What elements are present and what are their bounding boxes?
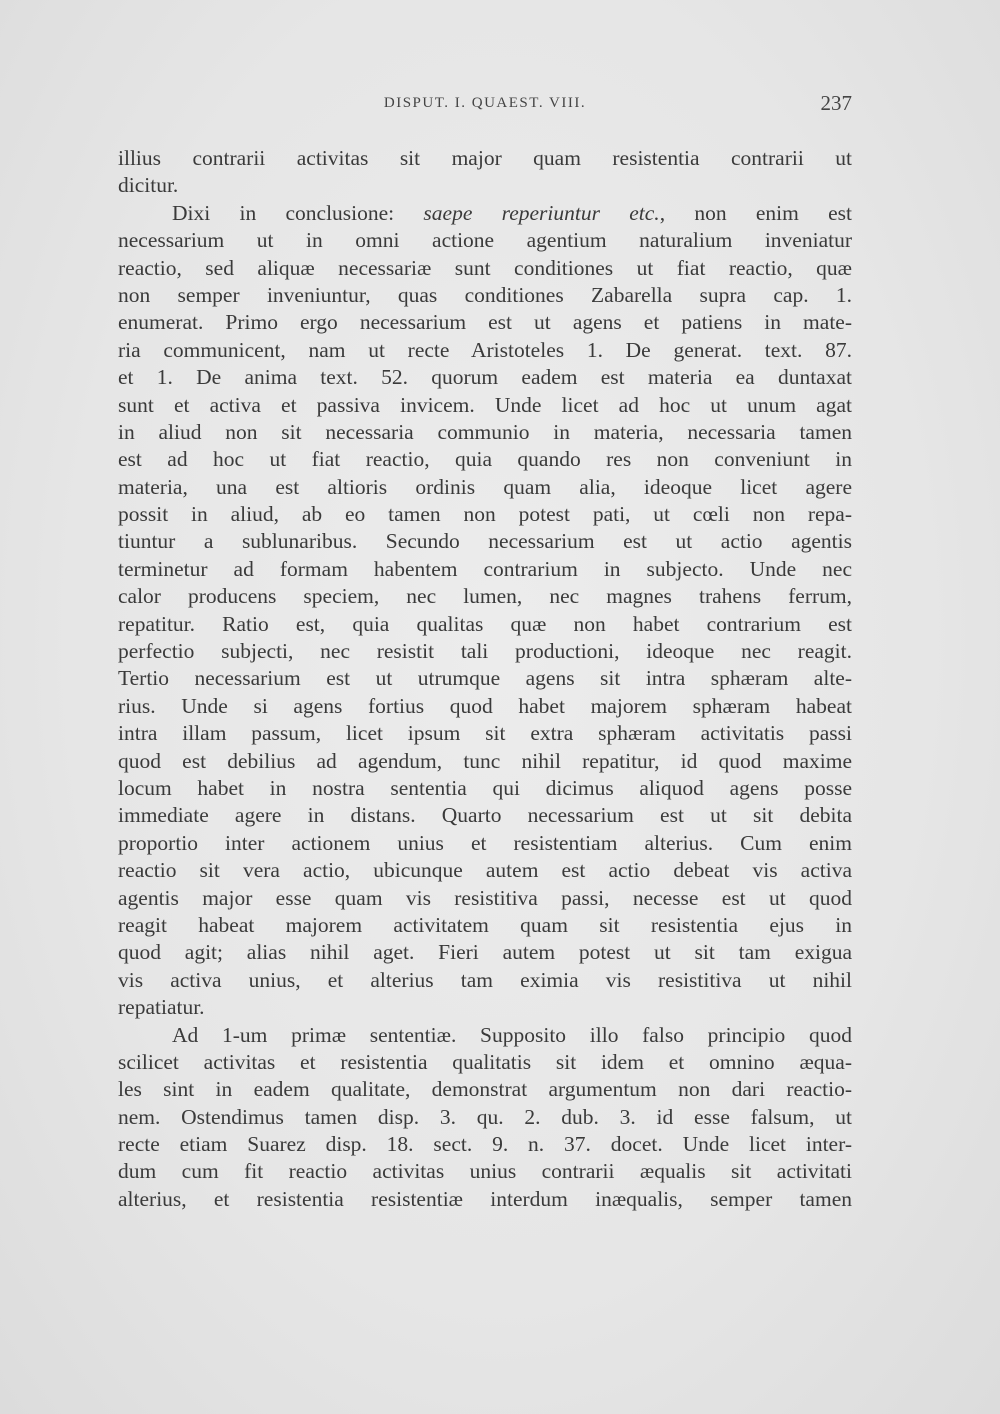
running-title: DISPUT. I. QUAEST. VIII. bbox=[383, 95, 587, 111]
text-line: tiuntur a sublunaribus. Secundo necessarium est ut actio agentis bbox=[118, 529, 852, 554]
text-line: sunt et activa et passiva invicem. Unde licet ad hoc ut unum agat bbox=[118, 392, 852, 417]
text-line: repatitur. Ratio est, quia qualitas quæ non habet contrarium est bbox=[118, 611, 852, 636]
text-line: reactio, sed aliquæ necessariæ sunt conditiones ut fiat reactio, quæ bbox=[118, 255, 852, 280]
text-line: Tertio necessarium est ut utrumque agens sit intra sphæram alte- bbox=[118, 666, 852, 691]
text-line: illius contrarii activitas sit major quam resistentia contrarii ut bbox=[118, 146, 852, 170]
text-line: reagit habeat majorem activitatem quam sit resistentia ejus in bbox=[118, 912, 852, 937]
text-line: terminetur ad formam habentem contrarium in subjecto. Unde nec bbox=[118, 556, 852, 581]
text-line: agentis major esse quam vis resistitiva passi, necesse est ut quod bbox=[118, 885, 852, 910]
text-line: locum habet in nostra sententia qui dicimus aliquod agens posse bbox=[118, 775, 852, 800]
text-line: non semper inveniuntur, quas conditiones Zabarella supra cap. 1. bbox=[118, 282, 852, 307]
text-line: rius. Unde si agens fortius quod habet majorem sphæram habeat bbox=[118, 693, 852, 718]
text-line: necessarium ut in omni actione agentium naturalium inveniatur bbox=[118, 228, 852, 253]
text-line: nem. Ostendimus tamen disp. 3. qu. 2. dub. 3. id esse falsum, ut bbox=[118, 1104, 852, 1129]
text-line: Ad 1-um primæ sententiæ. Supposito illo falso principio quod bbox=[172, 1022, 852, 1047]
text-line: enumerat. Primo ergo necessarium est ut agens et patiens in mate- bbox=[118, 310, 852, 335]
text-line: quod agit; alias nihil aget. Fieri autem potest ut sit tam exigua bbox=[118, 940, 852, 965]
text-line bbox=[118, 200, 852, 227]
text-line: intra illam passum, licet ipsum sit extra sphæram activitatis passi bbox=[118, 721, 852, 746]
text-segment: Dixi in conclusione: bbox=[172, 200, 424, 225]
body-text bbox=[118, 145, 852, 1213]
text-line: quod est debilius ad agendum, tunc nihil repatitur, id quod maxime bbox=[118, 748, 852, 773]
text-line: est ad hoc ut fiat reactio, quia quando res non conveniunt in bbox=[118, 447, 852, 472]
text-line: proportio inter actionem unius et resistentiam alterius. Cum enim bbox=[118, 830, 852, 855]
text-line: dicitur. bbox=[118, 173, 179, 198]
page-number: 237 bbox=[820, 91, 852, 115]
text-line: dum cum fit reactio activitas unius contrarii æqualis sit activitati bbox=[118, 1159, 852, 1184]
text-line: ria communicent, nam ut recte Aristoteles 1. De generat. text. 87. bbox=[118, 337, 852, 362]
text-line: possit in aliud, ab eo tamen non potest pati, ut cœli non repa- bbox=[118, 502, 852, 527]
italic-quote: saepe reperiuntur etc. bbox=[423, 200, 660, 225]
text-line: reactio sit vera actio, ubicunque autem est actio debeat vis activa bbox=[118, 858, 852, 883]
text-line: scilicet activitas et resistentia qualitatis sit idem et omnino æqua- bbox=[118, 1049, 852, 1074]
text-segment: , non enim est bbox=[659, 200, 852, 225]
text-line: vis activa unius, et alterius tam eximia vis resistitiva ut nihil bbox=[118, 967, 852, 992]
text-line: perfectio subjecti, nec resistit tali productioni, ideoque nec reagit. bbox=[118, 639, 852, 664]
text-line: alterius, et resistentia resistentiæ interdum inæqualis, semper tamen bbox=[118, 1186, 852, 1211]
text-line: immediate agere in distans. Quarto necessarium est ut sit debita bbox=[118, 803, 852, 828]
text-line: recte etiam Suarez disp. 18. sect. 9. n. 37. docet. Unde licet inter- bbox=[118, 1132, 852, 1157]
text-line: repatiatur. bbox=[118, 995, 205, 1020]
text-line: calor producens speciem, nec lumen, nec magnes trahens ferrum, bbox=[118, 584, 852, 609]
text-line: et 1. De anima text. 52. quorum eadem est materia ea duntaxat bbox=[118, 365, 852, 390]
text-line: les sint in eadem qualitate, demonstrat argumentum non dari reactio- bbox=[118, 1077, 852, 1102]
text-line: materia, una est altioris ordinis quam alia, ideoque licet agere bbox=[118, 474, 852, 499]
running-head bbox=[118, 91, 852, 125]
text-line: in aliud non sit necessaria communio in materia, necessaria tamen bbox=[118, 419, 852, 444]
